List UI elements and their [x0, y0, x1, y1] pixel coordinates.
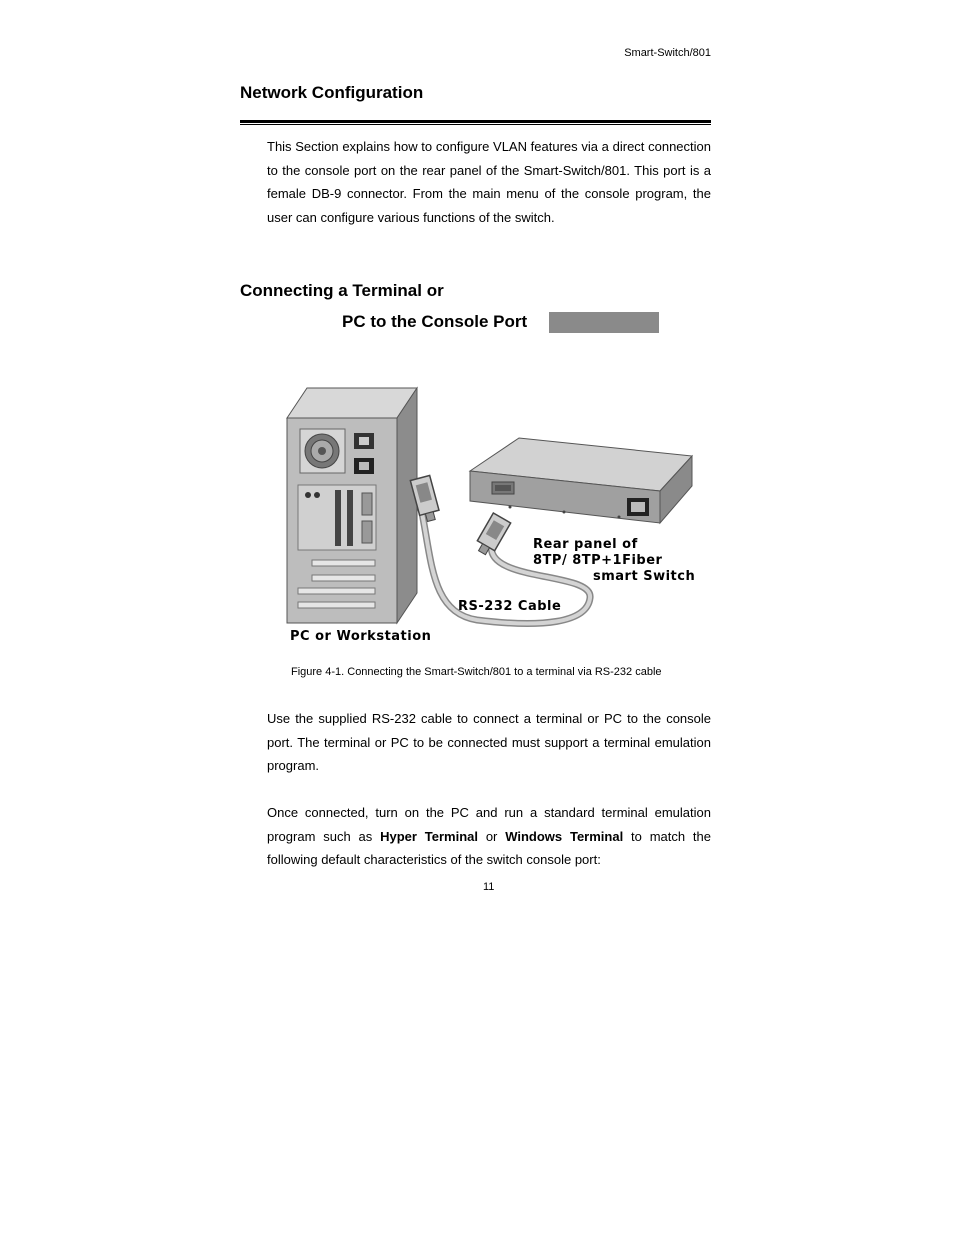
figure-label-pc: PC or Workstation [290, 629, 432, 644]
paragraph-cable-usage: Use the supplied RS-232 cable to connect a terminal or PC to the console port. The terminal or PC to be connected must support a terminal emulation program. [267, 711, 711, 773]
page-number: 11 [483, 881, 495, 893]
paragraph-text: to match the following default characteristics of the switch console port: [267, 828, 711, 867]
intro-paragraph: This Section explains how to configure VLAN features via a direct connection to the console port on the rear panel of the Smart-Switch/801. This port is a female DB-9 connector. From the main menu of the console program, the user can configure various functions of the switch. [267, 139, 711, 225]
switch-illustration [470, 438, 692, 523]
heading-accent-bar [549, 312, 659, 333]
figure-label-cable: RS-232 Cable [458, 599, 562, 614]
section-title-line2: PC to the Console Port [342, 312, 528, 331]
figure-label-rear-panel-1: Rear panel of [533, 537, 638, 552]
windows-terminal-term: Windows Terminal [505, 828, 624, 844]
paragraph-terminal-emulation [267, 801, 711, 872]
hyper-terminal-term: Hyper Terminal [380, 828, 478, 844]
figure-caption: Figure 4-1. Connecting the Smart-Switch/801 to a terminal via RS-232 cable [291, 666, 662, 678]
pc-tower-illustration [287, 388, 417, 623]
paragraph-text: or [478, 828, 506, 844]
connection-diagram [282, 383, 702, 653]
running-header: Smart-Switch/801 [624, 47, 711, 59]
section-divider-thin [240, 124, 711, 125]
section-title-line1: Connecting a Terminal or [240, 281, 444, 300]
paragraph-text: Once connected, turn on the PC and run a standard terminal emulation program such as [267, 805, 711, 844]
figure-label-rear-panel-3: smart Switch [593, 569, 696, 584]
section-divider [240, 120, 711, 123]
section-title-network-configuration: Network Configuration [240, 83, 424, 102]
figure-label-rear-panel-2: 8TP/ 8TP+1Fiber [533, 553, 663, 568]
